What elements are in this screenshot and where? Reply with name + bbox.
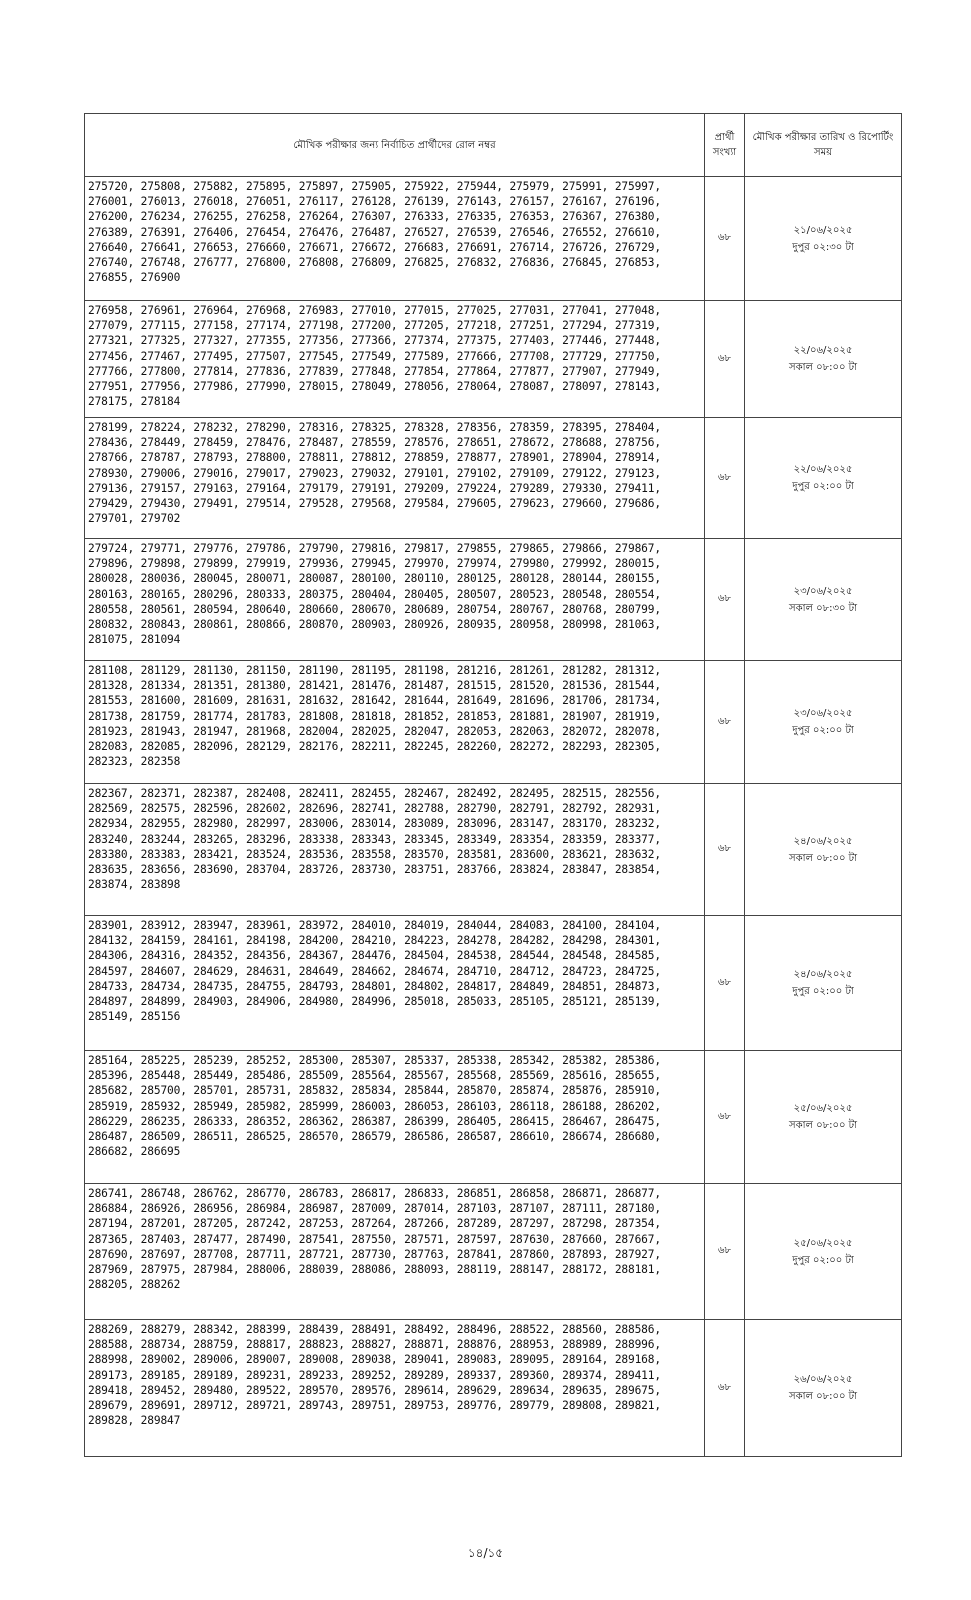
exam-date: ২৪/০৬/২০২৫	[793, 835, 853, 847]
date-time-cell	[745, 1051, 902, 1184]
candidate-count-cell: ৬৮	[705, 301, 745, 418]
roll-numbers-cell: 285164, 285225, 285239, 285252, 285300, 285307, 285337, 285338, 285342, 285382, 285386, 285396, 285448, 285449, 285486, 285509, 285564, 285567, 285568, 285569, 285616, 285655, 285682, 285700, 285701, 285731, 285832, 285834, 285844, 285870, 285874, 285876, 285910, 285919, 285932, 285949, 285982, 285999, 286003, 286053, 286103, 286118, 286188, 286202, 286229, 286235, 286333, 286352, 286362, 286387, 286399, 286405, 286415, 286467, 286475, 286487, 286509, 286511, 286525, 286570, 286579, 286586, 286587, 286610, 286674, 286680, 286682, 286695	[85, 1051, 705, 1184]
table-row	[85, 418, 902, 539]
page-number: ১৪/১৫	[467, 1546, 504, 1560]
candidate-count-cell: ৬৮	[705, 177, 745, 301]
reporting-time: সকাল ০৮:০০ টা	[788, 1120, 858, 1131]
roll-numbers-cell: 286741, 286748, 286762, 286770, 286783, 286817, 286833, 286851, 286858, 286871, 286877, 286884, 286926, 286956, 286984, 286987, 287009, 287014, 287103, 287107, 287111, 287180, 287194, 287201, 287205, 287242, 287253, 287264, 287266, 287289, 287297, 287298, 287354, 287365, 287403, 287477, 287490, 287541, 287550, 287571, 287597, 287630, 287660, 287667, 287690, 287697, 287708, 287711, 287721, 287730, 287763, 287841, 287860, 287893, 287927, 287969, 287975, 287984, 288006, 288039, 288086, 288093, 288119, 288147, 288172, 288181, 288205, 288262	[85, 1184, 705, 1320]
table-row	[85, 539, 902, 661]
reporting-time: সকাল ০৮:৩০ টা	[788, 602, 858, 614]
date-time-cell	[745, 784, 902, 916]
table-row	[85, 1184, 902, 1320]
roll-numbers-cell: 279724, 279771, 279776, 279786, 279790, 279816, 279817, 279855, 279865, 279866, 279867, 279896, 279898, 279899, 279919, 279936, 279945, 279970, 279974, 279980, 279992, 280015, 280028, 280036, 280045, 280071, 280087, 280100, 280110, 280125, 280128, 280144, 280155, 280163, 280165, 280296, 280333, 280375, 280404, 280405, 280507, 280523, 280548, 280554, 280558, 280561, 280594, 280640, 280660, 280670, 280689, 280754, 280767, 280768, 280799, 280832, 280843, 280861, 280866, 280870, 280903, 280926, 280935, 280958, 280998, 281063, 281075, 281094	[85, 539, 705, 661]
exam-date: ২৬/০৬/২০২৫	[793, 1374, 853, 1385]
reporting-time: সকাল ০৮:০০ টা	[788, 852, 858, 864]
date-time-cell	[745, 661, 902, 784]
date-time-cell	[745, 418, 902, 539]
candidate-count-cell: ৬৮	[705, 661, 745, 784]
reporting-time: সকাল ০৮:০০ টা	[788, 362, 858, 373]
header-candidate-count: প্রার্থী সংখ্যা	[705, 114, 745, 177]
date-time-cell	[745, 539, 902, 661]
roll-numbers-cell: 276958, 276961, 276964, 276968, 276983, 277010, 277015, 277025, 277031, 277041, 277048, 277079, 277115, 277158, 277174, 277198, 277200, 277205, 277218, 277251, 277294, 277319, 277321, 277325, 277327, 277355, 277356, 277366, 277374, 277375, 277403, 277446, 277448, 277456, 277467, 277495, 277507, 277545, 277549, 277589, 277666, 277708, 277729, 277750, 277766, 277800, 277814, 277836, 277839, 277848, 277854, 277864, 277877, 277907, 277949, 277951, 277956, 277986, 277990, 278015, 278049, 278056, 278064, 278087, 278097, 278143, 278175, 278184	[85, 301, 705, 418]
roll-numbers-cell: 283901, 283912, 283947, 283961, 283972, 284010, 284019, 284044, 284083, 284100, 284104, 284132, 284159, 284161, 284198, 284200, 284210, 284223, 284278, 284282, 284298, 284301, 284306, 284316, 284352, 284356, 284367, 284476, 284504, 284538, 284544, 284548, 284585, 284597, 284607, 284629, 284631, 284649, 284662, 284674, 284710, 284712, 284723, 284725, 284733, 284734, 284735, 284755, 284793, 284801, 284802, 284817, 284849, 284851, 284873, 284897, 284899, 284903, 284906, 284980, 284996, 285018, 285033, 285105, 285121, 285139, 285149, 285156	[85, 916, 705, 1051]
table-row	[85, 1320, 902, 1457]
header-roll-numbers: মৌখিক পরীক্ষার জন্য নির্বাচিত প্রার্থীদের রোল নম্বর	[85, 114, 705, 177]
date-time-cell	[745, 1184, 902, 1320]
roll-numbers-cell: 288269, 288279, 288342, 288399, 288439, 288491, 288492, 288496, 288522, 288560, 288586, 288588, 288734, 288759, 288817, 288823, 288827, 288871, 288876, 288953, 288989, 288996, 288998, 289002, 289006, 289007, 289008, 289038, 289041, 289083, 289095, 289164, 289168, 289173, 289185, 289189, 289231, 289233, 289252, 289289, 289337, 289360, 289374, 289411, 289418, 289452, 289480, 289522, 289570, 289576, 289614, 289629, 289634, 289635, 289675, 289679, 289691, 289712, 289721, 289743, 289751, 289753, 289776, 289779, 289808, 289821, 289828, 289847	[85, 1320, 705, 1457]
table-row	[85, 1051, 902, 1184]
candidate-count-cell: ৬৮	[705, 418, 745, 539]
viva-schedule-table	[84, 113, 902, 1457]
roll-numbers-cell: 282367, 282371, 282387, 282408, 282411, 282455, 282467, 282492, 282495, 282515, 282556, 282569, 282575, 282596, 282602, 282696, 282741, 282788, 282790, 282791, 282792, 282931, 282934, 282955, 282980, 282997, 283006, 283014, 283089, 283096, 283147, 283170, 283232, 283240, 283244, 283265, 283296, 283338, 283343, 283345, 283349, 283354, 283359, 283377, 283380, 283383, 283421, 283524, 283536, 283558, 283570, 283581, 283600, 283621, 283632, 283635, 283656, 283690, 283704, 283726, 283730, 283751, 283766, 283824, 283847, 283854, 283874, 283898	[85, 784, 705, 916]
candidate-count-cell: ৬৮	[705, 916, 745, 1051]
exam-date: ২১/০৬/২০২৫	[793, 224, 853, 236]
roll-numbers-cell: 278199, 278224, 278232, 278290, 278316, 278325, 278328, 278356, 278359, 278395, 278404, 278436, 278449, 278459, 278476, 278487, 278559, 278576, 278651, 278672, 278688, 278756, 278766, 278787, 278793, 278800, 278811, 278812, 278859, 278877, 278901, 278904, 278914, 278930, 279006, 279016, 279017, 279023, 279032, 279101, 279102, 279109, 279122, 279123, 279136, 279157, 279163, 279164, 279179, 279191, 279209, 279224, 279289, 279330, 279411, 279429, 279430, 279491, 279514, 279528, 279568, 279584, 279605, 279623, 279660, 279686, 279701, 279702	[85, 418, 705, 539]
exam-date: ২২/০৬/২০২৫	[793, 464, 853, 475]
exam-date: ২৪/০৬/২০২৫	[793, 969, 853, 980]
candidate-count-cell: ৬৮	[705, 1320, 745, 1457]
reporting-time: দুপুর ০২:০০ টা	[792, 1254, 854, 1266]
reporting-time: সকাল ০৮:০০ টা	[788, 1391, 858, 1402]
table-row	[85, 916, 902, 1051]
reporting-time: দুপুর ০২:০০ টা	[792, 986, 854, 997]
reporting-time: দুপুর ০২:০০ টা	[792, 481, 854, 492]
date-time-cell	[745, 916, 902, 1051]
table-header-row	[85, 114, 902, 177]
candidate-count-cell: ৬৮	[705, 1184, 745, 1320]
exam-date: ২৫/০৬/২০২৫	[793, 1103, 853, 1114]
exam-date: ২৩/০৬/২০২৫	[793, 585, 853, 597]
exam-date: ২৩/০৬/২০২৫	[793, 708, 853, 719]
header-date-time: মৌখিক পরীক্ষার তারিখ ও রিপোর্টিং সময়	[745, 114, 902, 177]
roll-numbers-cell: 281108, 281129, 281130, 281150, 281190, 281195, 281198, 281216, 281261, 281282, 281312, 281328, 281334, 281351, 281380, 281421, 281476, 281487, 281515, 281520, 281536, 281544, 281553, 281600, 281609, 281631, 281632, 281642, 281644, 281649, 281696, 281706, 281734, 281738, 281759, 281774, 281783, 281808, 281818, 281852, 281853, 281881, 281907, 281919, 281923, 281943, 281947, 281968, 282004, 282025, 282047, 282053, 282063, 282072, 282078, 282083, 282085, 282096, 282129, 282176, 282211, 282245, 282260, 282272, 282293, 282305, 282323, 282358	[85, 661, 705, 784]
date-time-cell	[745, 177, 902, 301]
reporting-time: দুপুর ০২:৩০ টা	[792, 241, 854, 253]
date-time-cell	[745, 301, 902, 418]
reporting-time: দুপুর ০২:০০ টা	[792, 725, 854, 736]
table-row	[85, 301, 902, 418]
candidate-count-cell: ৬৮	[705, 784, 745, 916]
exam-date: ২২/০৬/২০২৫	[793, 345, 853, 356]
exam-date: ২৫/০৬/২০২৫	[793, 1237, 853, 1249]
date-time-cell	[745, 1320, 902, 1457]
table-row	[85, 177, 902, 301]
table-row	[85, 784, 902, 916]
roll-numbers-cell: 275720, 275808, 275882, 275895, 275897, 275905, 275922, 275944, 275979, 275991, 275997, 276001, 276013, 276018, 276051, 276117, 276128, 276139, 276143, 276157, 276167, 276196, 276200, 276234, 276255, 276258, 276264, 276307, 276333, 276335, 276353, 276367, 276380, 276389, 276391, 276406, 276454, 276476, 276487, 276527, 276539, 276546, 276552, 276610, 276640, 276641, 276653, 276660, 276671, 276672, 276683, 276691, 276714, 276726, 276729, 276740, 276748, 276777, 276800, 276808, 276809, 276825, 276832, 276836, 276845, 276853, 276855, 276900	[85, 177, 705, 301]
candidate-count-cell: ৬৮	[705, 1051, 745, 1184]
table-row	[85, 661, 902, 784]
candidate-count-cell: ৬৮	[705, 539, 745, 661]
